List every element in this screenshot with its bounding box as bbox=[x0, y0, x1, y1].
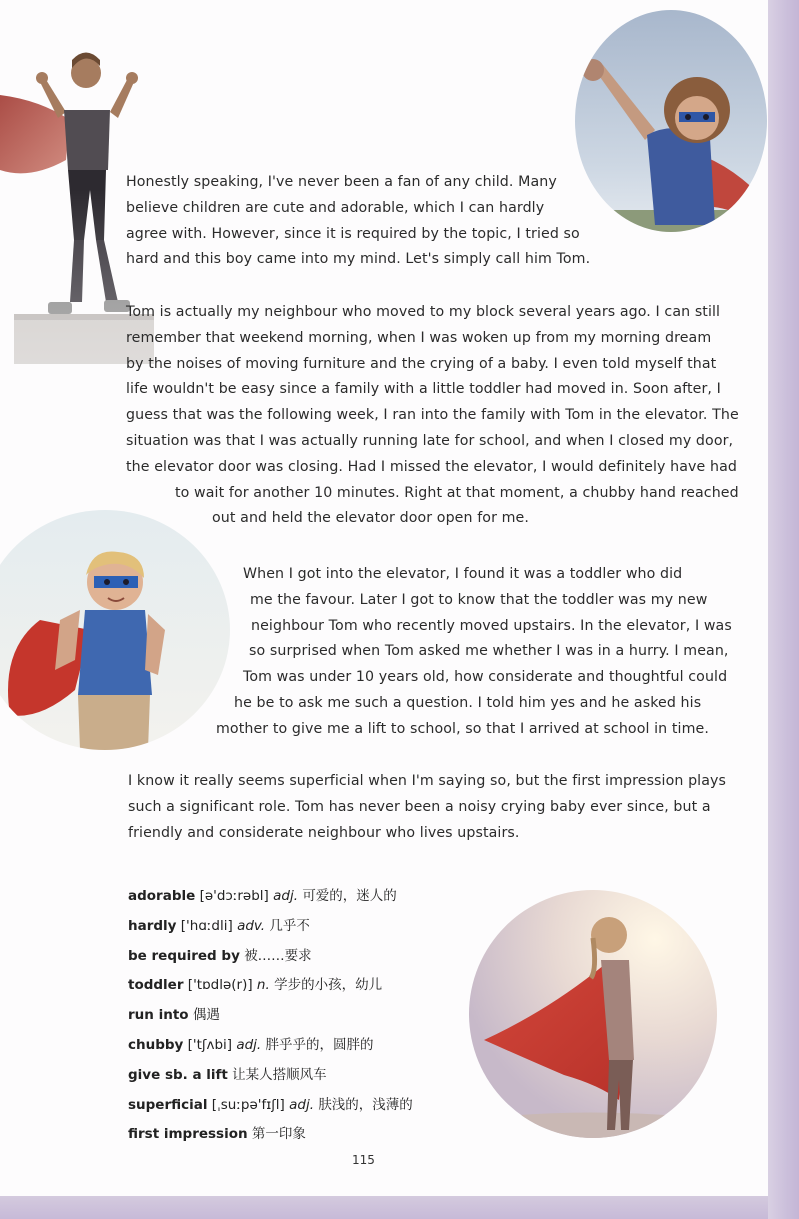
vocabulary-list bbox=[128, 882, 413, 1150]
vocab-item bbox=[128, 942, 413, 972]
paragraph-line: agree with. However, since it is required by the topic, I tried so bbox=[126, 225, 580, 242]
vocab-meaning: 让某人搭顺风车 bbox=[232, 1066, 327, 1083]
vocab-phonetic: [ˌsuːpə'fɪʃl] bbox=[211, 1096, 285, 1113]
paragraph-line: Tom is actually my neighbour who moved to my block several years ago. I can still bbox=[126, 304, 721, 320]
vocab-item bbox=[128, 1120, 413, 1150]
paragraph-line: neighbour Tom who recently moved upstairs. In the elevator, I was bbox=[251, 617, 732, 634]
paragraph-line: to wait for another 10 minutes. Right at that moment, a chubby hand reached bbox=[175, 484, 739, 501]
paragraph-line: so surprised when Tom asked me whether I was in a hurry. I mean, bbox=[249, 643, 729, 660]
paragraph-4 bbox=[128, 769, 726, 846]
vocab-meaning: 可爱的，迷人的 bbox=[302, 888, 397, 904]
vocab-meaning: 第一印象 bbox=[251, 1126, 306, 1143]
vocab-meaning: 胖乎乎的，圆胖的 bbox=[265, 1036, 374, 1053]
paragraph-line: me the favour. Later I got to know that the toddler was my new bbox=[250, 591, 708, 608]
vocab-item bbox=[128, 1031, 413, 1061]
paragraph-line: situation was that I was actually running late for school, and when I closed my door, bbox=[126, 432, 734, 449]
vocab-phonetic: ['hɑːdli] bbox=[180, 917, 233, 934]
paragraph-line: When I got into the elevator, I found it was a toddler who did bbox=[243, 566, 683, 582]
vocab-pos: adj. bbox=[273, 888, 299, 904]
paragraph-line: such a significant role. Tom has never been a noisy crying baby ever since, but a bbox=[128, 798, 711, 815]
vocab-term: superficial bbox=[128, 1096, 208, 1113]
vocab-term: hardly bbox=[128, 917, 177, 934]
vocab-term: adorable bbox=[128, 888, 196, 904]
paragraph-line: remember that weekend morning, when I was woken up from my morning dream bbox=[126, 329, 712, 346]
paragraph-line: life wouldn't be easy since a family with a little toddler had moved in. Soon after, I bbox=[126, 381, 721, 398]
vocab-meaning: 几乎不 bbox=[269, 917, 310, 934]
paragraph-1 bbox=[126, 170, 590, 273]
vocab-meaning: 肤浅的，浅薄的 bbox=[318, 1096, 413, 1113]
vocab-pos: n. bbox=[256, 977, 270, 994]
paragraph-2 bbox=[126, 300, 739, 532]
vocab-term: first impression bbox=[128, 1126, 248, 1143]
vocab-item bbox=[128, 971, 413, 1001]
vocab-pos: adv. bbox=[237, 917, 266, 934]
vocab-item bbox=[128, 882, 413, 912]
vocab-meaning: 被……要求 bbox=[244, 947, 312, 964]
vocab-pos: adj. bbox=[236, 1036, 262, 1053]
paragraph-line: the elevator door was closing. Had I missed the elevator, I would definitely have had bbox=[126, 458, 737, 475]
paragraph-line: hard and this boy came into my mind. Let's simply call him Tom. bbox=[126, 251, 591, 268]
boy-fist-photo bbox=[575, 10, 767, 232]
paragraph-line: believe children are cute and adorable, which I can hardly bbox=[126, 199, 545, 216]
paragraph-line: guess that was the following week, I ran into the family with Tom in the elevator. The bbox=[126, 407, 739, 424]
vocab-item bbox=[128, 1091, 413, 1121]
blonde-boy-photo bbox=[0, 510, 230, 750]
vocab-item bbox=[128, 1061, 413, 1091]
vocab-term: give sb. a lift bbox=[128, 1066, 228, 1083]
vocab-meaning: 学步的小孩，幼儿 bbox=[274, 977, 383, 994]
vocab-phonetic: ['tʃʌbi] bbox=[187, 1036, 233, 1053]
vocab-term: be required by bbox=[128, 947, 240, 964]
vocab-pos: adj. bbox=[289, 1096, 315, 1113]
vocab-phonetic: [ə'dɔːrəbl] bbox=[199, 888, 269, 904]
page-number: 115 bbox=[352, 1153, 375, 1167]
paragraph-line: Tom was under 10 years old, how considerate and thoughtful could bbox=[243, 669, 728, 686]
vocab-term: toddler bbox=[128, 977, 184, 994]
girl-cape-sunset-photo bbox=[469, 890, 717, 1138]
vocab-meaning: 偶遇 bbox=[192, 1007, 220, 1024]
paragraph-line: by the noises of moving furniture and the crying of a baby. I even told myself that bbox=[126, 355, 717, 372]
paragraph-line: Honestly speaking, I've never been a fan of any child. Many bbox=[126, 174, 557, 190]
page-edge-bottom bbox=[0, 1196, 768, 1219]
vocab-item bbox=[128, 1001, 413, 1031]
paragraph-3 bbox=[216, 562, 732, 743]
paragraph-line: mother to give me a lift to school, so that I arrived at school in time. bbox=[216, 720, 709, 737]
vocab-item bbox=[128, 912, 413, 942]
page-edge-right bbox=[768, 0, 799, 1219]
paragraph-line: I know it really seems superficial when I'm saying so, but the first impression plays bbox=[128, 773, 727, 789]
paragraph-line: friendly and considerate neighbour who lives upstairs. bbox=[128, 824, 520, 841]
paragraph-line: he be to ask me such a question. I told him yes and he asked his bbox=[234, 694, 702, 711]
paragraph-line: out and held the elevator door open for me. bbox=[212, 510, 529, 527]
vocab-term: chubby bbox=[128, 1036, 184, 1053]
vocab-term: run into bbox=[128, 1007, 189, 1024]
vocab-phonetic: ['tɒdlə(r)] bbox=[187, 977, 253, 994]
